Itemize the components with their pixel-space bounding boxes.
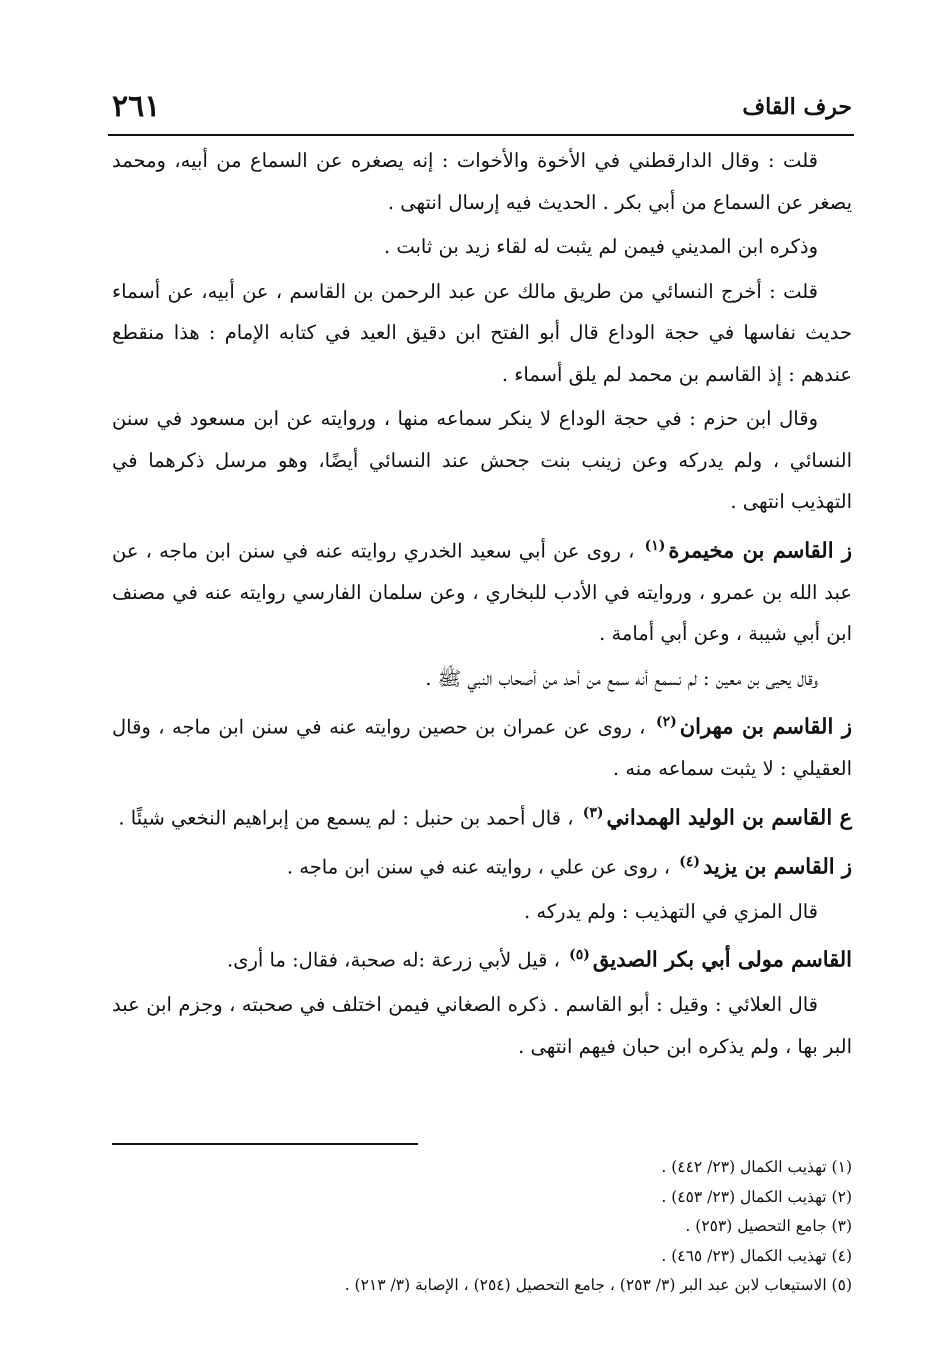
- entry-text: ، روى عن أبي سعيد الخدري روايته عنه في سنن ابن ماجه ، عن عبد الله بن عمرو ، وروايته في الأدب للبخاري ، وعن سلمان الفارسي روايته عنه في مصنف ابن أبي شيبة ، وعن أبي أمامة .: [112, 539, 852, 645]
- entry-heading: ز القاسم بن مخيمرة: [668, 537, 852, 562]
- paragraph: [112, 271, 852, 396]
- entry-heading: ز القاسم بن يزيد: [702, 853, 852, 878]
- header-rule: [108, 134, 854, 136]
- entry-text: ، روى عن عمران بن حصين روايته عنه في سنن ابن ماجه ، وقال العقيلي : لا يثبت سماعه منه .: [112, 715, 852, 780]
- footnote-item: (١) تهذيب الكمال (٢٣/ ٤٤٢) .: [661, 1158, 852, 1176]
- narrator-entry: [112, 702, 852, 790]
- page-number: ٢٦١: [112, 89, 161, 124]
- paragraph-text: قلت : أخرج النسائي من طريق مالك عن عبد الرحمن بن القاسم ، عن أبيه، عن أسماء حديث نفاسها في حجة الوداع قال أبو الفتح ابن دقيق العيد في كتابه الإمام : هذا منقطع عندهم : إذ القاسم بن محمد لم يلق أسماء .: [112, 279, 852, 386]
- footnote-item: (٥) الاستيعاب لابن عبد البر (٣/ ٢٥٣) ، جامع التحصيل (٢٥٤) ، الإصابة (٣/ ٢١٣) .: [344, 1276, 852, 1294]
- paragraph: [112, 984, 852, 1067]
- entry-text: ، روى عن علي ، روايته عنه في سنن ابن ماجه .: [286, 855, 670, 878]
- footnote-marker: (١): [644, 537, 666, 554]
- running-title: حرف القاف: [742, 94, 852, 120]
- footnote-marker: (٤): [679, 853, 700, 870]
- paragraph: [112, 658, 852, 700]
- narrator-entry: [112, 842, 852, 888]
- paragraph-text: قال العلائي : وقيل : أبو القاسم . ذكره الصغاني فيمن اختلف في صحبته ، وجزم ابن عبد البر بها ، ولم يذكره ابن حبان فيهم انتهى .: [112, 993, 852, 1058]
- paragraph-text: وذكره ابن المديني فيمن لم يثبت له لقاء زيد بن ثابت .: [383, 235, 818, 258]
- footnote-rule: [112, 1143, 418, 1145]
- footnotes: [112, 1153, 852, 1301]
- narrator-entry: [112, 935, 852, 981]
- entry-text: ، قال أحمد بن حنبل : لم يسمع من إبراهيم النخعي شيئًا .: [118, 806, 574, 829]
- page-header: [112, 78, 852, 126]
- narrator-entry: [112, 793, 852, 839]
- paragraph-text: قال المزي في التهذيب : ولم يدركه .: [523, 899, 818, 923]
- entry-heading: القاسم مولى أبي بكر الصديق: [592, 946, 852, 972]
- narrator-entry: [112, 526, 852, 655]
- paragraph-text: وقال ابن حزم : في حجة الوداع لا ينكر سماعه منها ، وروايته عن ابن مسعود في سنن النسائي ، ولم يدركه وعن زينب بنت جحش عند النسائي أيضًا، وهو مرسل ذكرهما في التهذيب انتهى .: [112, 407, 852, 513]
- entry-heading: ع القاسم بن الوليد الهمداني: [606, 804, 852, 829]
- paragraph-text: وقال يحيى بن معين : لم نسمع أنه سمع من أحد من أصحاب النبي ﷺ .: [425, 666, 818, 690]
- main-text: [112, 140, 852, 1070]
- footnote-marker: (٣): [582, 804, 604, 821]
- footnote-item: (٤) تهذيب الكمال (٢٣/ ٤٦٥) .: [661, 1246, 852, 1265]
- paragraph: [112, 891, 852, 933]
- paragraph: [112, 398, 852, 523]
- paragraph-text: قلت : وقال الدارقطني في الأخوة والأخوات : إنه يصغره عن السماع من أبيه، ومحمد يصغر عن السماع من أبي بكر . الحديث فيه إرسال انتهى .: [112, 149, 852, 214]
- footnote-item: (٢) تهذيب الكمال (٢٣/ ٤٥٣) .: [661, 1187, 852, 1206]
- paragraph: [112, 226, 852, 268]
- entry-text: ، قيل لأبي زرعة :له صحبة، فقال: ما أرى.: [227, 948, 560, 972]
- entry-heading: ز القاسم بن مهران: [679, 713, 852, 739]
- footnote-marker: (٢): [655, 714, 677, 730]
- footnote-item: (٣) جامع التحصيل (٢٥٣) .: [685, 1217, 852, 1235]
- paragraph: [112, 140, 852, 223]
- footnote-marker: (٥): [569, 947, 590, 963]
